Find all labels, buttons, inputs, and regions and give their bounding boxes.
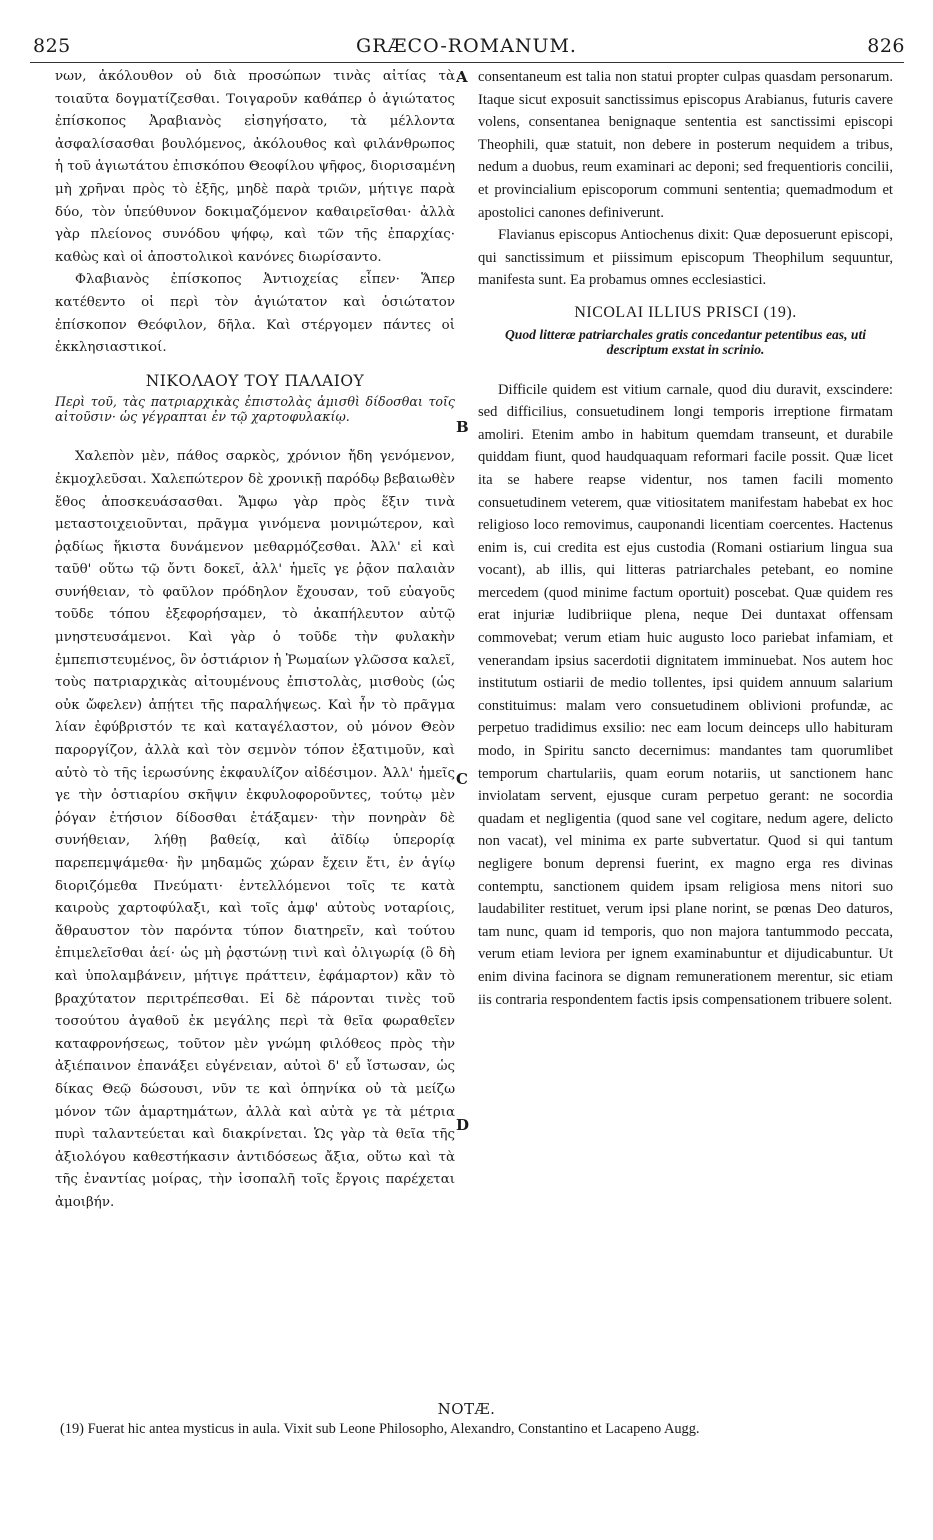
margin-letter-b: B	[456, 418, 469, 436]
latin-paragraph-1: consentaneum est talia non statui propter culpas quasdam personarum. Itaque sicut exposuit sanctissimus episcopus Arabianus, futuris cavere volens, consentanea benignaque sententia est sanctissimi episcopi Theophili, quæ statuit, non debere in posterum nequidem a tribus, nedum a duobus, reum examinari ac deponi; sed frequentioris concilii, et provincialium episcoporum communi sententia; quemadmodum et apostolici canones definiverunt.	[478, 69, 893, 221]
greek-subheading: Περὶ τοῦ, τὰς πατριαρχικὰς ἐπιστολὰς ἀμισθὶ δίδοσθαι τοῖς αἰτοῦσιν· ὡς γέγραπται ἐν τῷ χαρτοφυλακίῳ.	[55, 394, 455, 425]
margin-letter-d: D	[456, 1116, 470, 1134]
header-rule	[30, 62, 904, 63]
latin-subheading: Quod litteræ patriarchales gratis concedantur petentibus eas, uti descriptum exstat in scrinio.	[504, 326, 867, 357]
greek-paragraph-1: νων, ἀκόλουθον οὐ διὰ προσώπων τινὰς αἰτίας τὰ τοιαῦτα δογματίζεσθαι. Τοιγαροῦν καθάπερ ὁ ἁγιώτατος ἐπίσκοπος Ἀραβιανὸς εἰσηγήσατο, τὰ μέλλοντα ἀσφαλίσασθαι βουλόμενος, ἀκόλουθος καὶ φιλάνθρωπος ἡ τοῦ ἁγιωτάτου ἐπισκόπου Θεοφίλου ψῆφος, διορισαμένη μὴ χρῆναι πρὸς τὸ ἑξῆς, μηδὲ παρὰ τριῶν, μήτιγε παρὰ δύο, τὸν ὑπεύθυνον δοκιμαζόμενον καθαιρεῖσθαι· ἀλλὰ γὰρ πλείονος συνόδου ψήφῳ, καὶ τῶν τῆς ἐπαρχίας· καθὼς καὶ οἱ ἀποστολικοὶ κανόνες διωρίσαντο.	[55, 69, 455, 265]
footnote-19: (19) Fuerat hic antea mysticus in aula. Vixit sub Leone Philosopho, Alexandro, Constantino et Lacapeno Augg.	[60, 1421, 700, 1437]
running-title: GRÆCO-ROMANUM.	[356, 35, 577, 57]
greek-paragraph-3: Χαλεπὸν μὲν, πάθος σαρκὸς, χρόνιον ἤδη γενόμενον, ἐκμοχλεῦσαι. Χαλεπώτερον δὲ χρονικῇ παρόδῳ βεβαιωθὲν ἔθος ἀποσκευάσασθαι. Ἄμφω γὰρ πρὸς ἕξιν τινὰ μεταστοιχειοῦνται, πρᾶγμα γινόμενα μονιμώτερον, καὶ ῥᾳδίως ἥκιστα δυνάμενον μεθαρμόζεσθαι. Ἀλλ' εἰ καὶ ταῦθ' οὕτω τῷ ὄντι δοκεῖ, ἀλλ' ἡμεῖς γε ῥᾷον παλαιὰν συνήθειαν, τὸ φαῦλον πρόδηλον ἔχουσαν, τοῦ εὐαγοῦς τοῦδε τόπου ἐξεφορήσαμεν, τὸ ἀκαπήλευτον αὐτῷ μνηστευσάμενοι. Καὶ γὰρ ὁ τοῦδε τὴν φυλακὴν ἐμπεπιστευμένος, ὃν ὀστιάριον ἡ Ῥωμαίων γλῶσσα καλεῖ, τοὺς πατριαρχικὰς αἰτουμένους ἐπιστολὰς, μισθοὺς (ὡς οὐκ ὤφελεν) ἀπῄτει τῆς παραλήψεως. Καὶ ἦν τὸ πρᾶγμα λίαν ἐφύβριστόν τε καὶ καταγέλαστον, οὐ μόνον Θεὸν παροργίζον, ἀλλὰ καὶ τὸν σεμνὸν τόπον ἐξατιμοῦν, καὶ αὐτὸ τὸ τῆς ἱερωσύνης ἐκφαυλίζον αἰδέσιμον. Ἀλλ' ἡμεῖς γε τὴν ὀστιαρίου σκῆψιν ἐκφυλοφοροῦντες, τούτῳ μὲν ῥόγαν ἐτήσιον δίδοσθαι ἐτάξαμεν· τὴν πονηρὰν δὲ συνήθειαν, λήθῃ βαθείᾳ, καὶ ἀϊδίῳ ὑπερορίᾳ παρεπεμψάμεθα· ἣν μηδαμῶς χώραν ἔχειν ἔτι, ἐν ἁγίῳ διοριζόμεθα Πνεύματι· ἐντελλόμενοι τοῖς τε κατὰ καιροὺς χαρτοφύλαξι, καὶ τοῖς ἀμφ' αὐτοὺς νοταρίοις, ἄθραυστον τὸν παρόντα τύπον διατηρεῖν, καὶ τούτου ἐπιμελεῖσθαι ἀεί· ὡς μὴ ῥᾳστώνῃ τινὶ καὶ ὀλιγωρίᾳ (ὃ δὴ καὶ ὑπολαμβάνειν, μήτιγε πράττειν, ἐφάμαρτον) κἂν τὸ βραχύτατον περιτρέπεσθαι. Εἰ δὲ πάρονται τινὲς τοῦ τοσούτου ἀγαθοῦ ἐκ μεγάλης περὶ τὰ θεῖα φωραθεῖεν καταφρονήσεως, τοῦτον μὲν γνώμη φιλόθεος πρὸς τὴν ἀξιέπαινον ἐπανάξει εὐγένειαν, αὐτοὶ δ' εὖ ἴστωσαν, ὡς δίκας Θεῷ δώσουσι, νῦν τε καὶ ὁπηνίκα οὐ τὰ μείζω μόνον τῶν ἁμαρτημάτων, ἀλλὰ καὶ αὐτὰ γε τὰ μέτρια πυρὶ ταλαντεύεται καὶ διακρίνεται. Ὡς γὰρ τὰ θεῖα τῆς ἀξιολόγου καθεστήκασιν ἀντιδόσεως ἄξια, οὕτω καὶ τὰ τῆς ἐναντίας μοίρας, τὴν ἰσοπαλῆ τοῖς ἔργοις παρέχεται ἀμοιβήν.	[55, 449, 455, 1210]
latin-column	[478, 66, 893, 1011]
page-number-right: 826	[867, 35, 905, 57]
latin-paragraph-2: Flavianus episcopus Antiochenus dixit: Quæ deposuerunt episcopi, qui sanctissimum et piissimum episcopum Theophilum sequuntur, manifesta sunt. Ea probamus omnes ecclesiastici.	[478, 227, 893, 289]
notes-title: NOTÆ.	[437, 1400, 496, 1418]
latin-paragraph-3: Difficile quidem est vitium carnale, quod diu duravit, exscindere: sed difficilius, consuetudinem longi temporis irreptione firmatam amoliri. Etenim ambo in habitum quemdam transeunt, et durabile quiddam fiunt, quod haudquaquam reformari facile possit. Quæ licet ita se habere reapse videntur, nos tamen facili momento consuetudinem veterem, quæ vitiositatem manifestam habebat ex hoc religioso loco removimus, cauponandi licentiam coercentes. Hactenus enim is, cui credita est ejus custodia (Romani ostiarium lingua sua vocant), ab illis, qui litteras patriarchales petebant, eo nomine mercedem (quod minime factum oportuit) poscebat. Quæ quidem res erat injuriæ ludibriique plena, neque Dei duntaxat offensam commovebat; verum etiam huic augusto loco pariebat infamiam, et venerandam ipsius sacerdotii dignitatem imminuebat. Nos autem hoc institutum ostiarii de medio tollentes, ipsi quidem annuum salarium constituimus: malam vero consuetudinem oblivioni profundæ, ac perpetuo tradidimus exsilio: nec eam locum deinceps ullo habituram modo, in Spiritu sancto decernimus: mandantes tam quorumlibet temporum chartulariis, quam eorum notariis, ut sanctionem hanc inviolatam servent, ejusque curam perpetuo gerant: ne socordia quadam et negligentia (quod sane vel cogitare, nedum agere, delicto non vacat), vel minima ex parte subvertatur. Quod si qui tantum negligere bonum deprensi fuerint, ex magno erga res divinas contemptu, sanctionem quidem ipsam religiosa mens nitori suo laudabiliter restituet, verum ipsi plane norint, se pœnas Deo daturos, tam nunc, quam id temporis, quo non majora tantummodo peccata, verum etiam leviora per ignem examinabuntur et dijudicabuntur. Ut enim divina facinora se dignam remunerationem merentur, sic etiam iis contraria respondentem factis ipsis compensationem tribuere solent.	[478, 381, 893, 1008]
margin-letter-a: A	[456, 68, 468, 86]
greek-heading: ΝΙΚΟΛΑΟΥ ΤΟΥ ΠΑΛΑΙΟΥ	[145, 371, 365, 390]
greek-paragraph-2: Φλαβιανὸς ἐπίσκοπος Ἀντιοχείας εἶπεν· Ἅπερ κατέθεντο οἱ περὶ τὸν ἁγιώτατον καὶ ὁσιώτατον ἐπίσκοπον Θεόφιλον, δῆλα. Καὶ στέργομεν πάντες οἱ ἐκκλησιαστικοί.	[55, 272, 455, 356]
greek-column	[55, 66, 455, 1215]
margin-letter-c: C	[456, 770, 468, 788]
page-number-left: 825	[33, 35, 71, 57]
latin-heading: NICOLAI ILLIUS PRISCI (19).	[574, 303, 797, 321]
